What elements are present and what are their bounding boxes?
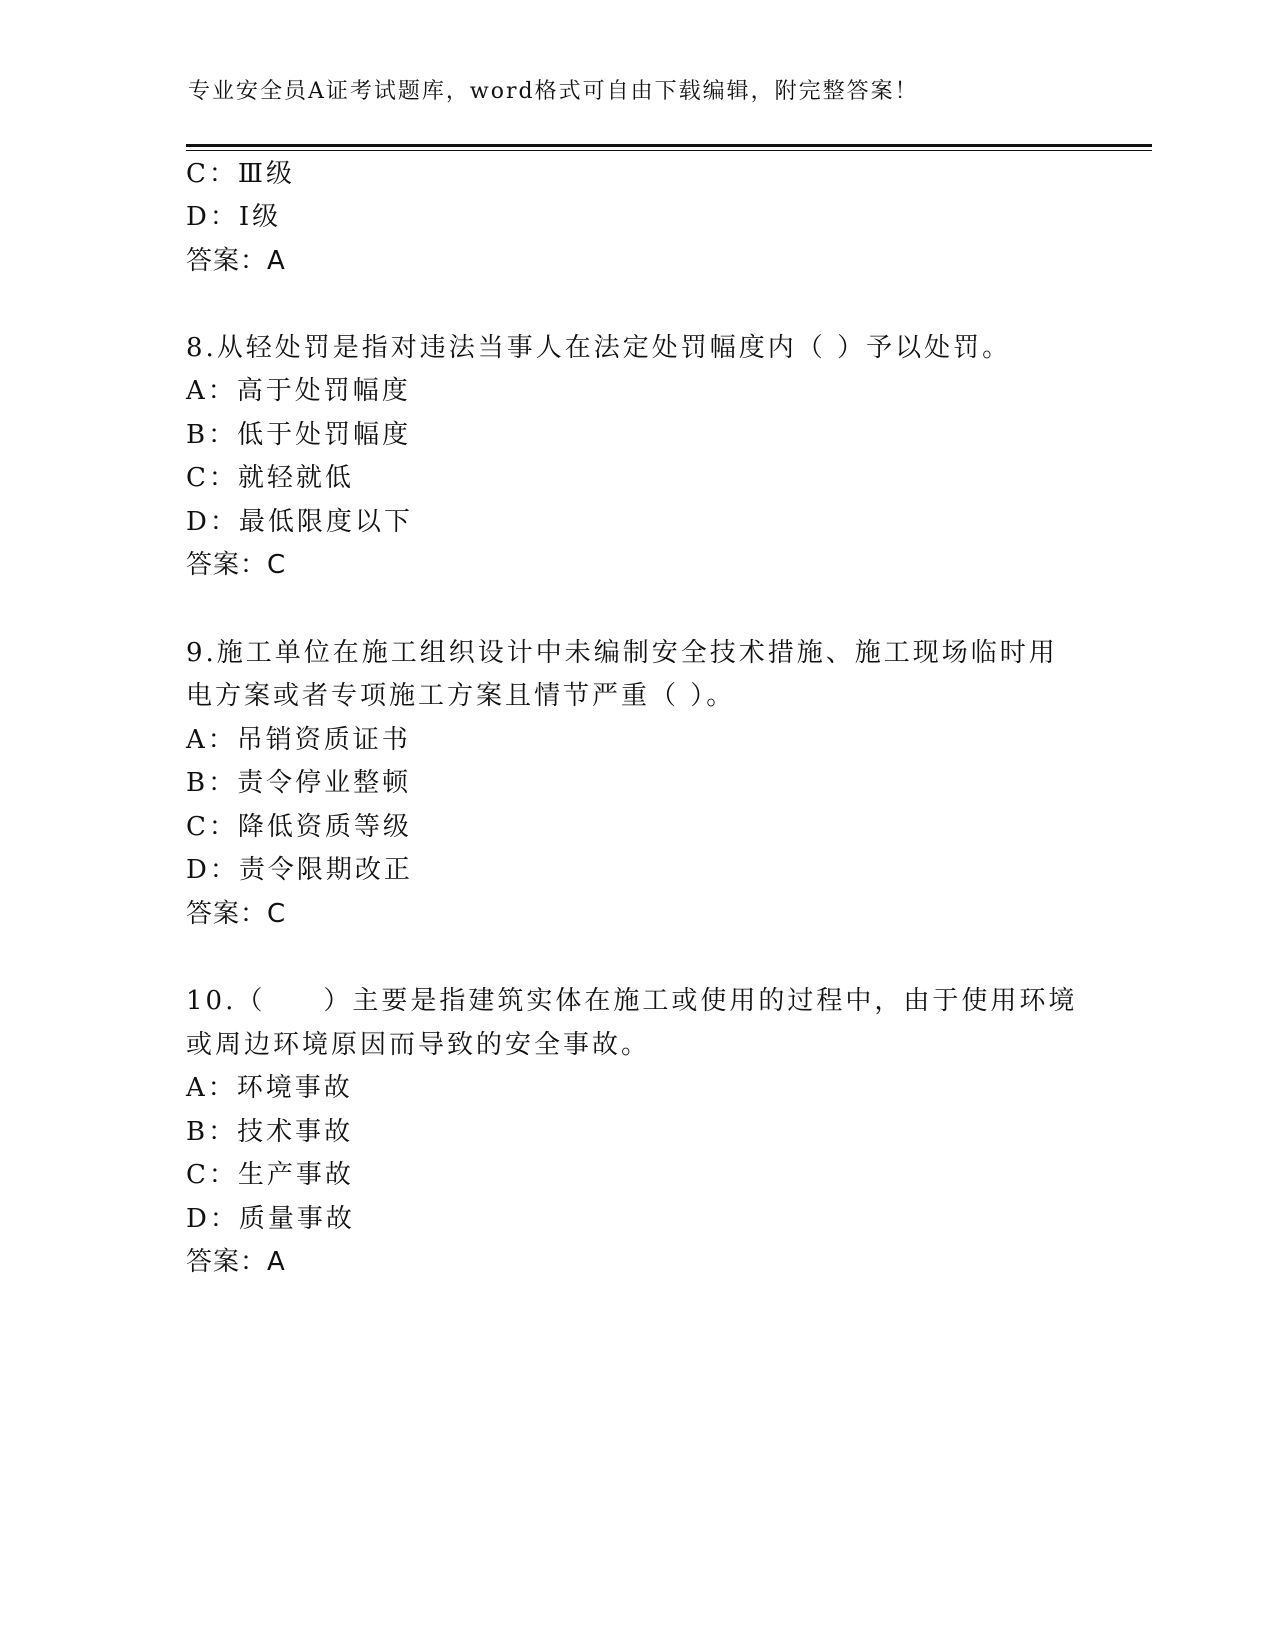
question-8-answer: 答案：C: [186, 550, 287, 580]
question-9-option-d: D：责令限期改正: [186, 855, 413, 885]
question-9-answer: 答案：C: [186, 899, 287, 929]
prev-option-d: D：Ⅰ级: [186, 202, 282, 232]
question-8-option-a: A：高于处罚幅度: [186, 376, 411, 406]
question-10-option-d: D：质量事故: [186, 1204, 355, 1234]
question-9-stem-line-1: 9.施工单位在施工组织设计中未编制安全技术措施、施工现场临时用: [186, 638, 1058, 668]
question-10-option-c: C：生产事故: [186, 1160, 354, 1190]
header-rule-thick: [186, 144, 1152, 147]
question-9-option-a: A：吊销资质证书: [186, 725, 411, 755]
question-8-option-c: C：就轻就低: [186, 463, 354, 493]
prev-option-c: C：Ⅲ级: [186, 159, 295, 189]
question-10-option-a: A：环境事故: [186, 1073, 353, 1103]
question-8-stem: 8.从轻处罚是指对违法当事人在法定处罚幅度内（ ）予以处罚。: [186, 333, 1012, 363]
question-10-answer: 答案：A: [186, 1247, 286, 1277]
question-10-option-b: B：技术事故: [186, 1117, 354, 1147]
question-9-stem-line-2: 电方案或者专项施工方案且情节严重（ ）。: [186, 681, 736, 711]
header-rule-thin: [186, 150, 1152, 151]
question-8-option-d: D：最低限度以下: [186, 507, 413, 537]
page-header: 专业安全员A证考试题库，word格式可自由下载编辑，附完整答案！: [188, 79, 919, 104]
question-9-option-b: B：责令停业整顿: [186, 768, 412, 798]
prev-answer: 答案：A: [186, 246, 286, 276]
question-10-stem-line-1: 10.（ ）主要是指建筑实体在施工或使用的过程中，由于使用环境: [186, 986, 1078, 1016]
question-9-option-c: C：降低资质等级: [186, 812, 412, 842]
question-8-option-b: B：低于处罚幅度: [186, 420, 412, 450]
question-10-stem-line-2: 或周边环境原因而导致的安全事故。: [186, 1030, 651, 1060]
